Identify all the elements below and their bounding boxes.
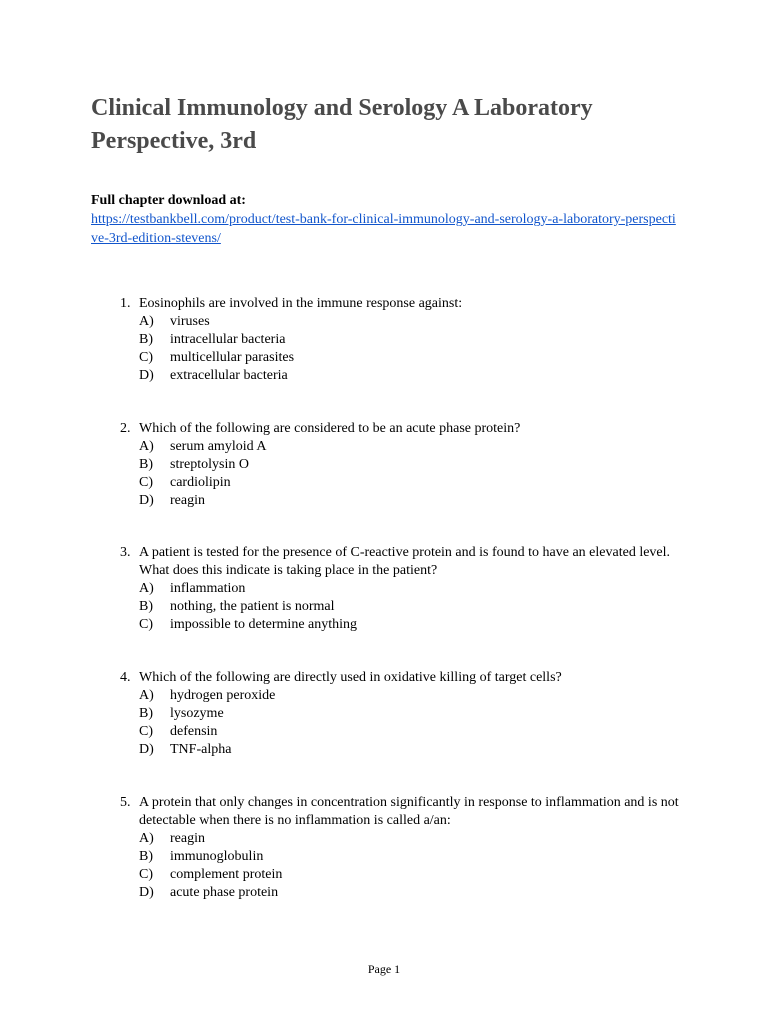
option-letter: D) (139, 493, 154, 508)
option-letter: A) (139, 314, 154, 329)
option-text: streptolysin O (170, 457, 249, 472)
option-d (139, 367, 680, 385)
option-text: lysozyme (170, 706, 224, 721)
document-title: Clinical Immunology and Serology A Laboratory Perspective, 3rd (91, 95, 593, 154)
option-c (139, 349, 680, 367)
option-list (139, 830, 680, 902)
option-text: inflammation (170, 581, 246, 596)
question-5 (120, 794, 680, 902)
option-text: serum amyloid A (170, 439, 267, 454)
option-text: defensin (170, 724, 218, 739)
option-letter: A) (139, 831, 154, 846)
question-text: A protein that only changes in concentration significantly in response to inflammation and is not detectable when there is no inflammation is called a/an: (139, 795, 679, 828)
option-letter: B) (139, 706, 153, 721)
question-text: Which of the following are considered to be an acute phase protein? (139, 421, 521, 436)
option-letter: C) (139, 867, 153, 882)
question-text: A patient is tested for the presence of C-reactive protein and is found to have an elevated level. What does this indicate is taking place in the patient? (139, 545, 671, 578)
question-1 (120, 295, 680, 385)
option-list (139, 580, 680, 634)
option-a (139, 687, 680, 705)
option-text: reagin (170, 493, 205, 508)
download-label: Full chapter download at: (91, 193, 246, 208)
option-text: viruses (170, 314, 210, 329)
option-list (139, 438, 680, 510)
option-letter: C) (139, 724, 153, 739)
option-letter: B) (139, 457, 153, 472)
download-link[interactable]: https://testbankbell.com/product/test-bank-for-clinical-immunology-and-serology-a-laboratory-perspective-3rd-edition-stevens/ (91, 212, 676, 246)
option-letter: A) (139, 439, 154, 454)
option-d (139, 492, 680, 510)
option-c (139, 723, 680, 741)
option-text: reagin (170, 831, 205, 846)
question-number: 4. (120, 670, 131, 685)
option-text: extracellular bacteria (170, 368, 288, 383)
option-list (139, 687, 680, 759)
option-text: immunoglobulin (170, 849, 264, 864)
option-text: TNF-alpha (170, 742, 232, 757)
option-letter: A) (139, 581, 154, 596)
option-letter: B) (139, 849, 153, 864)
option-c (139, 474, 680, 492)
option-b (139, 705, 680, 723)
option-text: hydrogen peroxide (170, 688, 276, 703)
option-letter: B) (139, 599, 153, 614)
question-text: Eosinophils are involved in the immune response against: (139, 296, 463, 311)
question-4 (120, 669, 680, 759)
option-letter: C) (139, 350, 153, 365)
question-number: 1. (120, 296, 131, 311)
option-b (139, 331, 680, 349)
question-number: 2. (120, 421, 131, 436)
option-letter: A) (139, 688, 154, 703)
option-list (139, 313, 680, 385)
option-text: complement protein (170, 867, 283, 882)
option-d (139, 884, 680, 902)
option-letter: D) (139, 368, 154, 383)
question-2 (120, 420, 680, 510)
question-number: 3. (120, 545, 131, 560)
question-number: 5. (120, 795, 131, 810)
option-c (139, 616, 680, 634)
option-text: intracellular bacteria (170, 332, 286, 347)
option-c (139, 866, 680, 884)
option-text: nothing, the patient is normal (170, 599, 335, 614)
option-b (139, 456, 680, 474)
option-b (139, 598, 680, 616)
option-letter: B) (139, 332, 153, 347)
page-number: Page 1 (367, 962, 401, 976)
option-text: impossible to determine anything (170, 617, 358, 632)
option-a (139, 830, 680, 848)
option-letter: D) (139, 885, 154, 900)
question-3 (120, 544, 680, 634)
option-a (139, 313, 680, 331)
option-text: cardiolipin (170, 475, 231, 490)
option-letter: C) (139, 617, 153, 632)
option-letter: C) (139, 475, 153, 490)
option-a (139, 438, 680, 456)
option-letter: D) (139, 742, 154, 757)
option-d (139, 741, 680, 759)
option-b (139, 848, 680, 866)
option-text: multicellular parasites (170, 350, 295, 365)
option-text: acute phase protein (170, 885, 279, 900)
option-a (139, 580, 680, 598)
question-text: Which of the following are directly used in oxidative killing of target cells? (139, 670, 562, 685)
